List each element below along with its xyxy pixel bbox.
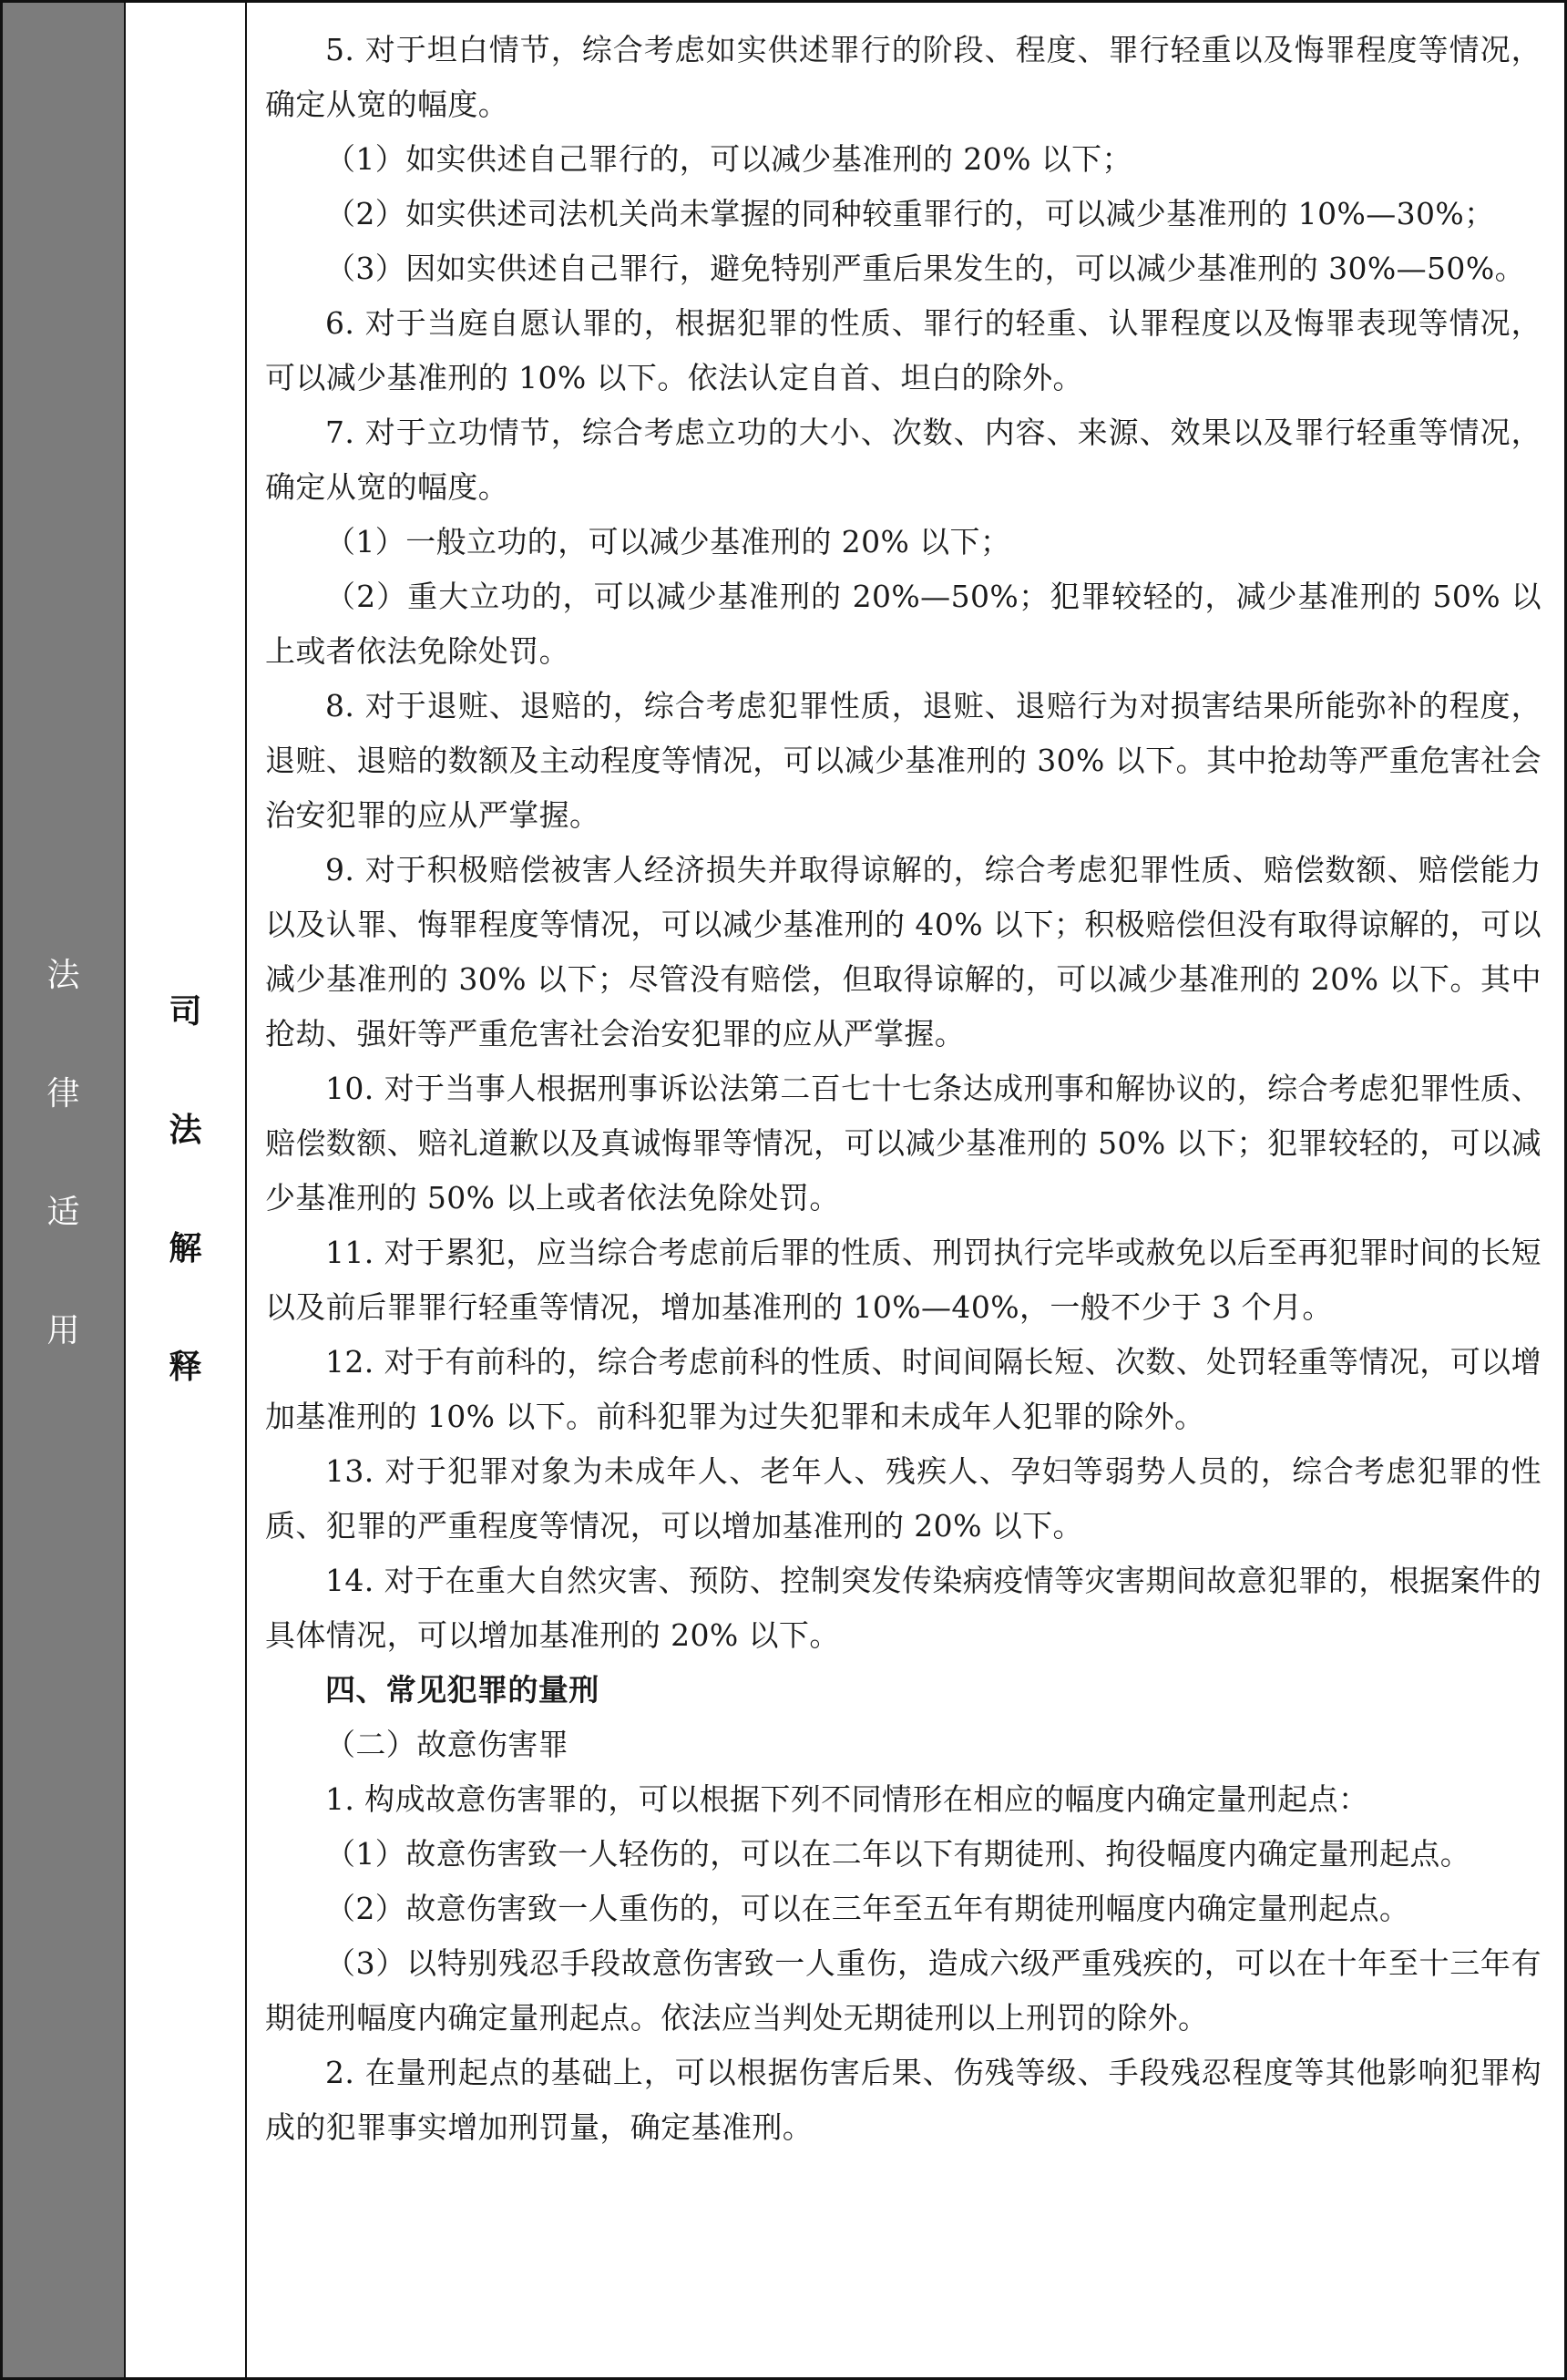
subcategory-char: 法 <box>169 1112 202 1149</box>
paragraph: 1. 构成故意伤害罪的，可以根据下列不同情形在相应的幅度内确定量刑起点： <box>325 1781 1369 1817</box>
subcategory-char: 释 <box>169 1349 202 1386</box>
subsection-heading: （二）故意伤害罪 <box>325 1727 569 1762</box>
paragraph: 6. 对于当庭自愿认罪的，根据犯罪的性质、罪行的轻重、认罪程度以及悔罪表现等情况，可以减少基准刑的 10% 以下。依法认定自首、坦白的除外。 <box>265 305 1541 395</box>
paragraph: 14. 对于在重大自然灾害、预防、控制突发传染病疫情等灾害期间故意犯罪的，根据案件的具体情况，可以增加基准刑的 20% 以下。 <box>265 1563 1541 1653</box>
category-char: 适 <box>46 1194 80 1231</box>
paragraph: 7. 对于立功情节，综合考虑立功的大小、次数、内容、来源、效果以及罪行轻重等情况，确定从宽的幅度。 <box>265 415 1541 505</box>
paragraph: （1）如实供述自己罪行的，可以减少基准刑的 20% 以下； <box>325 141 1132 177</box>
section-heading: 四、常见犯罪的量刑 <box>325 1672 599 1708</box>
paragraph: （2）故意伤害致一人重伤的，可以在三年至五年有期徒刑幅度内确定量刑起点。 <box>325 1891 1410 1926</box>
paragraph: （1）故意伤害致一人轻伤的，可以在二年以下有期徒刑、拘役幅度内确定量刑起点。 <box>325 1836 1471 1872</box>
paragraph: 12. 对于有前科的，综合考虑前科的性质、时间间隔长短、次数、处罚轻重等情况，可以增加基准刑的 10% 以下。前科犯罪为过失犯罪和未成年人犯罪的除外。 <box>265 1344 1541 1434</box>
paragraph: 8. 对于退赃、退赔的，综合考虑犯罪性质，退赃、退赔行为对损害结果所能弥补的程度，退赃、退赔的数额及主动程度等情况，可以减少基准刑的 30% 以下。其中抢劫等严重危害社会治安犯罪的应从严掌握。 <box>265 688 1541 833</box>
paragraph: 11. 对于累犯，应当综合考虑前后罪的性质、刑罚执行完毕或赦免以后至再犯罪时间的长短以及前后罪罪行轻重等情况，增加基准刑的 10%—40%，一般不少于 3 个月。 <box>265 1235 1541 1325</box>
paragraph: （1）一般立功的，可以减少基准刑的 20% 以下； <box>325 524 1011 559</box>
paragraph: 10. 对于当事人根据刑事诉讼法第二百七十七条达成刑事和解协议的，综合考虑犯罪性质、赔偿数额、赔礼道歉以及真诚悔罪等情况，可以减少基准刑的 50% 以下；犯罪较轻的，可以减少基准刑的 50% 以上或者依法免除处罚。 <box>265 1071 1541 1216</box>
subcategory-label <box>126 953 245 1427</box>
paragraph: （3）以特别残忍手段故意伤害致一人重伤，造成六级严重残疾的，可以在十年至十三年有期徒刑幅度内确定量刑起点。依法应当判处无期徒刑以上刑罚的除外。 <box>265 1945 1541 2036</box>
category-char: 法 <box>46 957 80 994</box>
category-char: 用 <box>46 1312 80 1349</box>
category-char: 律 <box>46 1075 80 1113</box>
category-column <box>3 3 126 2377</box>
paragraph: 5. 对于坦白情节，综合考虑如实供述罪行的阶段、程度、罪行轻重以及悔罪程度等情况，确定从宽的幅度。 <box>265 32 1541 122</box>
content-column <box>247 3 1564 2377</box>
paragraph: （3）因如实供述自己罪行，避免特别严重后果发生的，可以减少基准刑的 30%—50%。 <box>325 251 1525 286</box>
subcategory-char: 司 <box>169 993 202 1031</box>
paragraph: 13. 对于犯罪对象为未成年人、老年人、残疾人、孕妇等弱势人员的，综合考虑犯罪的性质、犯罪的严重程度等情况，可以增加基准刑的 20% 以下。 <box>265 1453 1541 1544</box>
category-label <box>3 917 124 1390</box>
paragraph: 2. 在量刑起点的基础上，可以根据伤害后果、伤残等级、手段残忍程度等其他影响犯罪构成的犯罪事实增加刑罚量，确定基准刑。 <box>265 2055 1541 2145</box>
paragraph: （2）如实供述司法机关尚未掌握的同种较重罪行的，可以减少基准刑的 10%—30%； <box>325 196 1495 231</box>
paragraph: 9. 对于积极赔偿被害人经济损失并取得谅解的，综合考虑犯罪性质、赔偿数额、赔偿能力以及认罪、悔罪程度等情况，可以减少基准刑的 40% 以下；积极赔偿但没有取得谅解的，可以减少基准刑的 30% 以下；尽管没有赔偿，但取得谅解的，可以减少基准刑的 20% 以下。其中抢劫、强奸等严重危害社会治安犯罪的应从严掌握。 <box>265 852 1541 1052</box>
subcategory-char: 解 <box>169 1230 202 1267</box>
paragraph: （2）重大立功的，可以减少基准刑的 20%—50%；犯罪较轻的，减少基准刑的 50% 以上或者依法免除处罚。 <box>265 579 1541 669</box>
subcategory-column <box>126 3 247 2377</box>
